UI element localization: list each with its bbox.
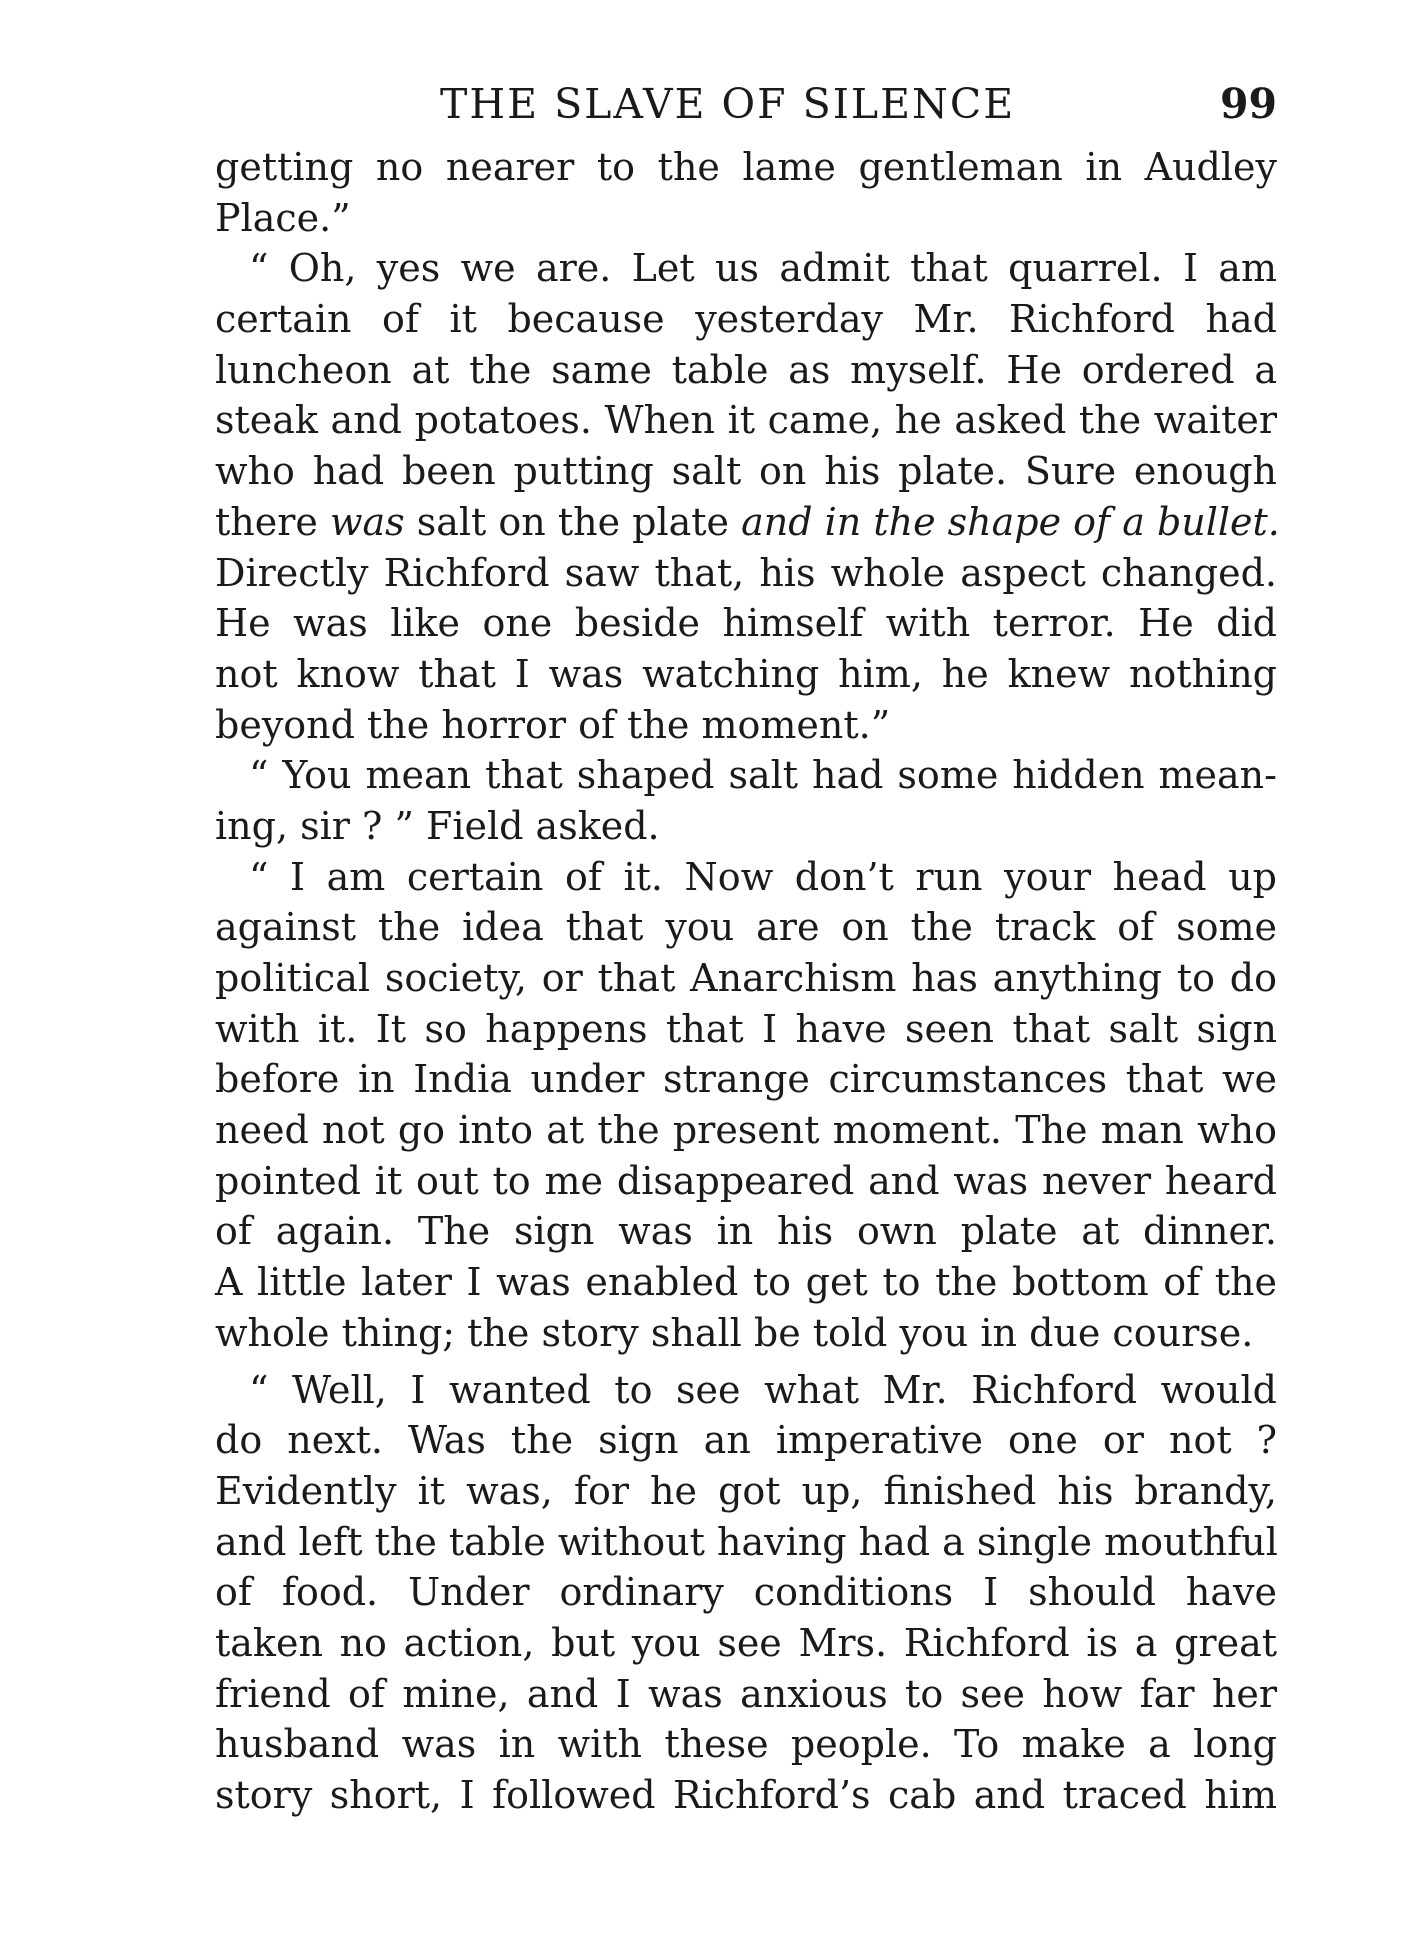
text-line: ing, sir ? ” Field asked.: [215, 803, 660, 848]
text-line: not know that I was watching him, he knew nothing: [215, 651, 1277, 696]
text-line: need not go into at the present moment. The man who: [215, 1108, 1277, 1153]
text-line: beyond the horror of the moment.”: [215, 702, 891, 747]
text-line: do next. Was the sign an imperative one or not ?: [215, 1418, 1277, 1463]
text-line: with it. It so happens that I have seen that salt sign: [215, 1006, 1277, 1051]
text-line: story short, I followed Richford’s cab and traced him: [215, 1773, 1277, 1817]
text-line: and left the table without having had a single mouthful: [215, 1519, 1278, 1564]
page-header: [215, 72, 1277, 142]
italic-text: and in the shape of a bullet.: [741, 499, 1280, 544]
text-line: before in India under strange circumstances that we: [215, 1057, 1277, 1102]
text-line: Evidently it was, for he got up, finished his brandy,: [215, 1468, 1277, 1513]
text-line: husband was in with these people. To make a long: [215, 1722, 1277, 1767]
text-line: “ I am certain of it. Now don’t run your head up: [249, 854, 1277, 899]
text-line: friend of mine, and I was anxious to see how far her: [215, 1671, 1277, 1716]
text-line: taken no action, but you see Mrs. Richford is a great: [215, 1620, 1277, 1665]
text-line: steak and potatoes. When it came, he asked the waiter: [215, 398, 1277, 443]
text-line: luncheon at the same table as myself. He ordered a: [215, 347, 1277, 392]
book-page: [215, 72, 1280, 1821]
text-line: Directly Richford saw that, his whole aspect changed.: [215, 550, 1277, 595]
text-line: who had been putting salt on his plate. Sure enough: [215, 449, 1277, 494]
text-line: whole thing; the story shall be told you in due course.: [215, 1310, 1254, 1355]
running-title: THE SLAVE OF SILENCE: [440, 80, 1016, 128]
text-line: of food. Under ordinary conditions I should have: [215, 1570, 1277, 1615]
text-line: “ You mean that shaped salt had some hidden mean-: [249, 753, 1277, 798]
text-line: “ Well, I wanted to see what Mr. Richford would: [249, 1367, 1277, 1412]
text-line: getting no nearer to the lame gentleman in Audley: [215, 145, 1277, 189]
text-line: against the idea that you are on the track of some: [215, 905, 1277, 950]
text-line: of again. The sign was in his own plate at dinner.: [215, 1209, 1277, 1254]
text-line: “ Oh, yes we are. Let us admit that quarrel. I am: [249, 246, 1277, 291]
text-line: He was like one beside himself with terror. He did: [215, 601, 1277, 646]
text-line: certain of it because yesterday Mr. Richford had: [215, 297, 1277, 342]
text-line: political society, or that Anarchism has anything to do: [215, 956, 1277, 1000]
text-line: Place.”: [215, 195, 351, 240]
text-line: A little later I was enabled to get to the bottom of the: [215, 1260, 1277, 1305]
text-line: pointed it out to me disappeared and was never heard: [215, 1158, 1277, 1203]
text-line: there was salt on the plate and in the shape of a bullet.: [215, 499, 1280, 544]
page-number: 99: [1219, 80, 1277, 128]
body-text: [215, 142, 1280, 1821]
italic-text: was: [329, 499, 405, 544]
